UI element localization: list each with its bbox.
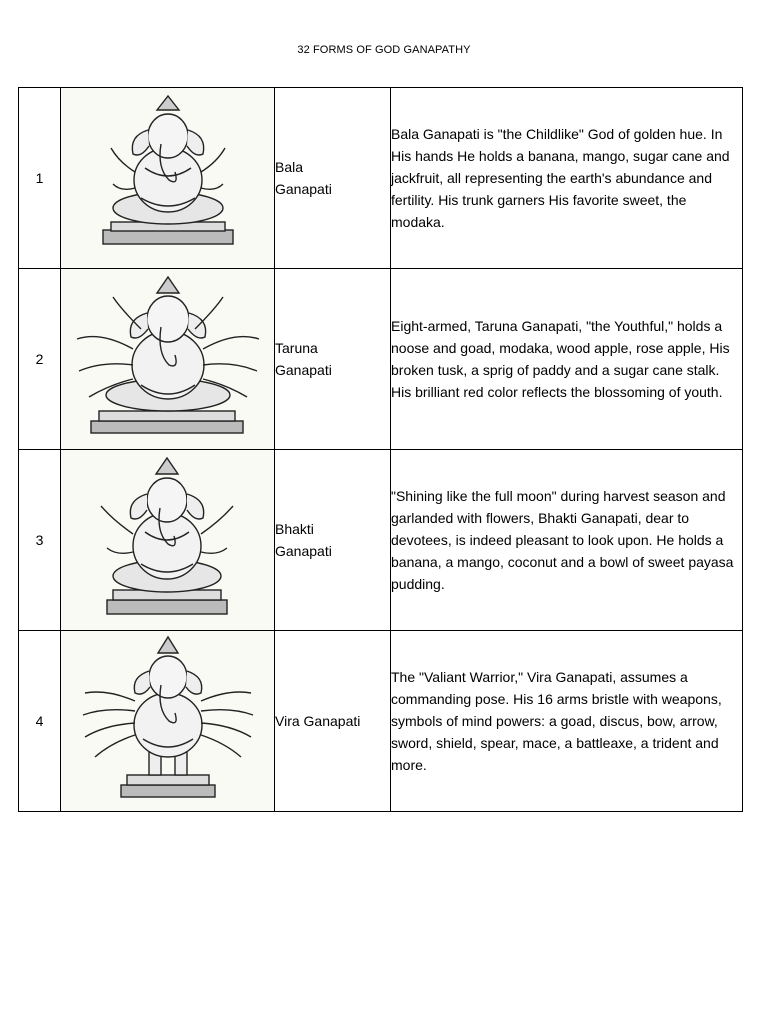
page-title: 32 FORMS OF GOD GANAPATHY: [297, 44, 471, 56]
form-description: "Shining like the full moon" during harvest season and garlanded with flowers, Bhakti Ganapati, dear to devotees, is indeed pleasant to look upon. He holds a banana, a mango, coconut and a bowl of sweet payasa pudding.: [391, 450, 743, 631]
form-image-cell: [61, 88, 275, 269]
forms-table: [18, 87, 743, 812]
ganesha-illustration-icon: [61, 450, 274, 630]
ganesha-illustration-icon: [61, 269, 274, 449]
table-row: [19, 631, 743, 812]
form-image-cell: [61, 450, 275, 631]
form-name-line: Ganapati: [275, 362, 332, 378]
form-number-cell: [19, 631, 61, 812]
form-name-cell: [275, 88, 391, 269]
form-name-line: Bala: [275, 159, 304, 175]
form-number: 4: [35, 713, 44, 729]
form-number-cell: [19, 269, 61, 450]
form-number-cell: [19, 88, 61, 269]
form-name-cell: [275, 269, 391, 450]
form-number: 2: [35, 351, 44, 367]
form-name-cell: [275, 631, 391, 812]
form-name-line: Vira Ganapati: [275, 713, 361, 729]
form-description: The "Valiant Warrior," Vira Ganapati, assumes a commanding pose. His 16 arms bristle with weapons, symbols of mind powers: a goad, discus, bow, arrow, sword, shield, spear, mace, a battleaxe, a trident and more.: [391, 631, 743, 812]
form-number-cell: [19, 450, 61, 631]
table-row: [19, 269, 743, 450]
form-number: 3: [35, 532, 44, 548]
form-description: Eight-armed, Taruna Ganapati, "the Youthful," holds a noose and goad, modaka, wood apple, rose apple, His broken tusk, a sprig of paddy and a sugar cane stalk. His brilliant red color reflects the blossoming of youth.: [391, 269, 743, 450]
form-name-line: Taruna: [275, 340, 318, 356]
table-row: [19, 88, 743, 269]
form-name-line: Ganapati: [275, 181, 332, 197]
form-name-cell: [275, 450, 391, 631]
form-number: 1: [35, 170, 44, 186]
ganesha-illustration-icon: [61, 631, 274, 811]
table-row: [19, 450, 743, 631]
ganesha-illustration-icon: [61, 88, 274, 268]
form-description: Bala Ganapati is "the Childlike" God of golden hue. In His hands He holds a banana, mango, sugar cane and jackfruit, all representing the earth's abundance and fertility. His trunk garners His favorite sweet, the modaka.: [391, 88, 743, 269]
form-image-cell: [61, 631, 275, 812]
form-name-line: Ganapati: [275, 543, 332, 559]
form-image-cell: [61, 269, 275, 450]
form-name-line: Bhakti: [275, 521, 314, 537]
